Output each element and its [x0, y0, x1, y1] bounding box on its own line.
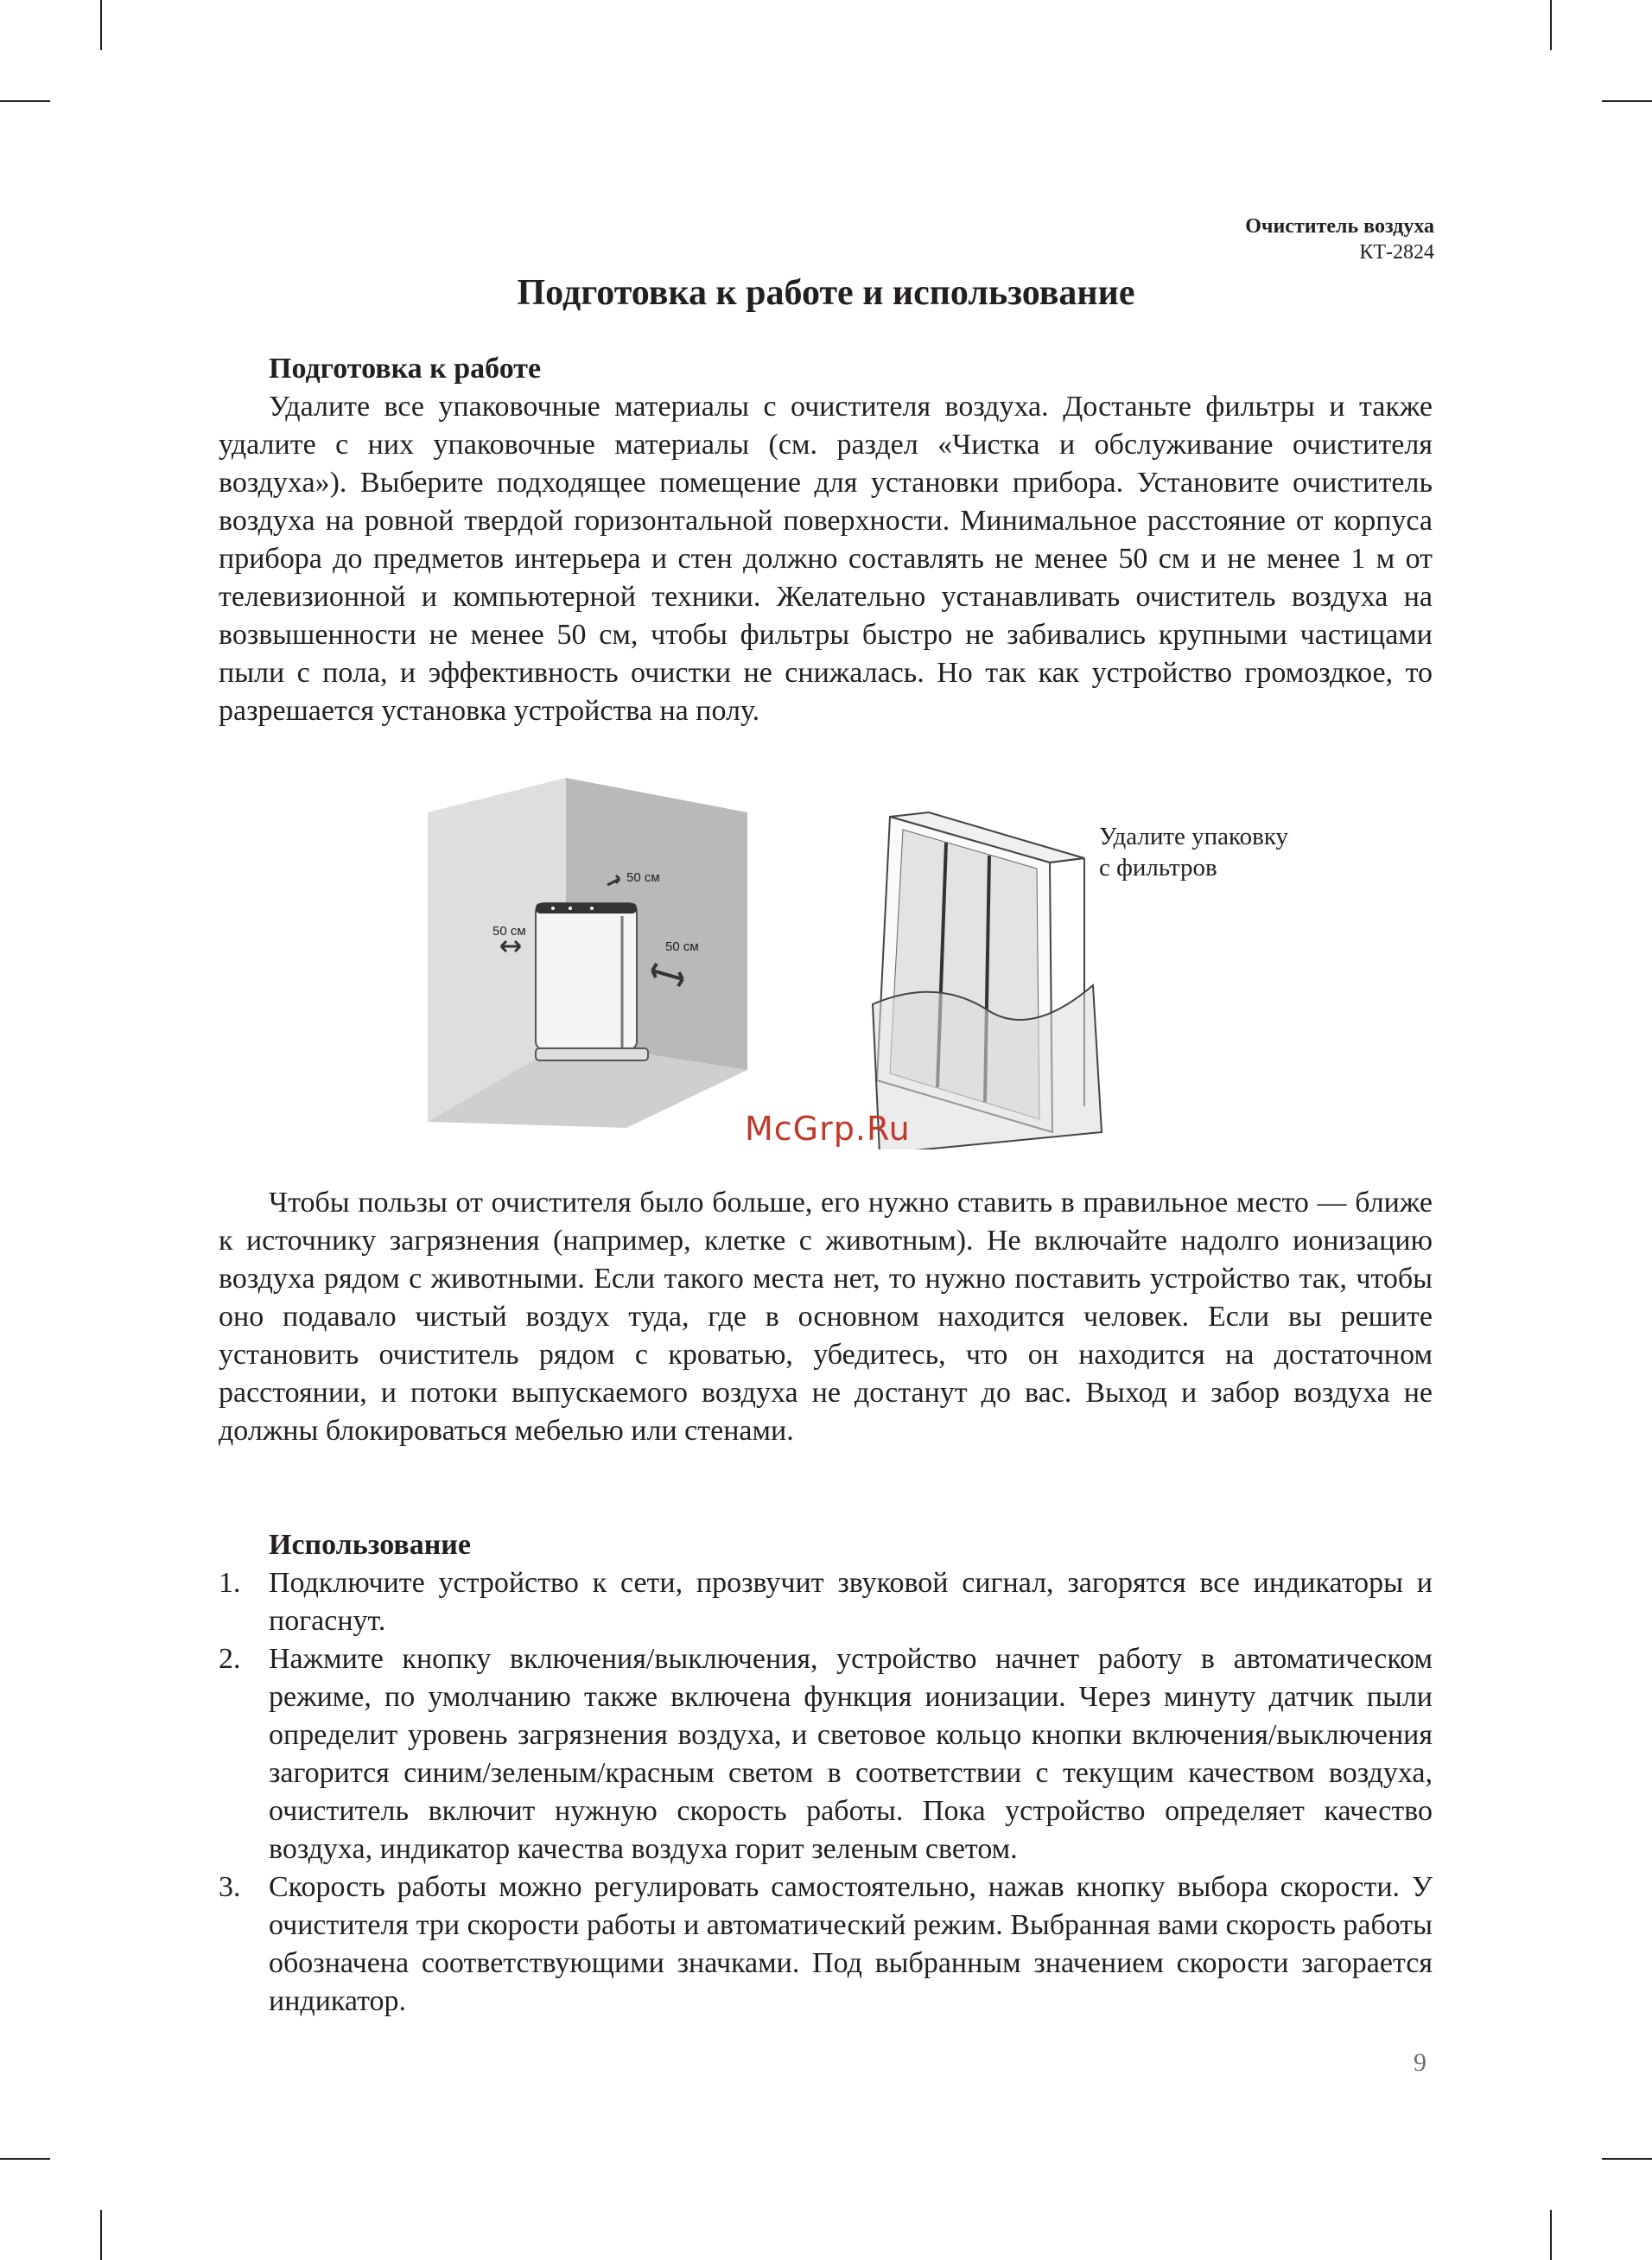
list-item-number: 1. [219, 1567, 241, 1599]
list-item-number: 3. [219, 1871, 241, 1903]
page-title: Подготовка к работе и использование [517, 273, 1135, 313]
distance-label-top: 50 см [626, 870, 660, 885]
usage-list [219, 1564, 1433, 2021]
running-header [1245, 213, 1434, 265]
usage-section [219, 1526, 1433, 2021]
filter-illustration [873, 812, 1102, 1149]
watermark: McGrp.Ru [745, 1110, 911, 1148]
figure-caption [1099, 821, 1288, 883]
list-item-text: Скорость работы можно регулировать самостоятельно, нажав кнопку выбора скорости. У очистителя три скорости работы и автоматический режим. Выбранная вами скорость работы обозначена соответствующими значками. Под выбранным значением скорости загорается индикатор. [269, 1871, 1433, 2017]
caption-line: с фильтров [1099, 854, 1217, 882]
header-product: Очиститель воздуха [1245, 215, 1434, 238]
preparation-paragraph: Удалите все упаковочные материалы с очистителя воздуха. Достаньте фильтры и также удалите с них упаковочные материалы (см. раздел «Чистка и обслуживание очистителя воздуха»). Выберите подходящее помещение для установки прибора. Установите очиститель воздуха на ровной твердой горизонтальной поверхности. Минимальное расстояние от корпуса прибора до предметов интерьера и стен должно составлять не менее 50 см и не менее 1 м от телевизионной и компьютерной техники. Желательно устанавливать очиститель воздуха на возвышенности не менее 50 см, чтобы фильтры быстро не забивались крупными частицами пыли с пола, и эффективность очистки не снижалась. Но так как устройство громоздкое, то разрешается установка устройства на полу. [219, 391, 1433, 727]
caption-line: Удалите упаковку [1099, 823, 1289, 850]
crop-mark [1602, 2158, 1652, 2160]
list-item-text: Подключите устройство к сети, прозвучит звуковой сигнал, загорятся все индикаторы и погаснут. [269, 1567, 1433, 1637]
usage-heading: Использование [269, 1529, 471, 1561]
list-item [219, 1564, 1433, 1640]
preparation-section [219, 350, 1433, 730]
header-model: КТ-2824 [1359, 241, 1434, 264]
crop-mark [100, 0, 102, 50]
placement-paragraph: Чтобы пользы от очистителя было больше, его нужно ставить в правильное место — ближе к источнику загрязнения (например, клетке с животным). Не включайте надолго ионизацию воздуха рядом с животными. Если такого места нет, то нужно поставить устройство так, чтобы оно подавало чистый воздух туда, где в основном находится человек. Если вы решите установить очиститель рядом с кроватью, убедитесь, что он находится на достаточном расстоянии, и потоки выпускаемого воздуха не достанут до вас. Выход и забор воздуха не должны блокироваться мебелью или стенами. [219, 1187, 1433, 1447]
crop-mark [1550, 2210, 1552, 2260]
distance-label-right: 50 см [665, 939, 699, 954]
crop-mark [100, 2210, 102, 2260]
list-item-number: 2. [219, 1643, 241, 1675]
crop-mark [0, 100, 50, 102]
list-item [219, 1640, 1433, 1868]
list-item [219, 1868, 1433, 2021]
preparation-heading: Подготовка к работе [269, 353, 542, 385]
room-corner-illustration [428, 778, 747, 1128]
page-number: 9 [1414, 2048, 1426, 2077]
placement-section [219, 1184, 1433, 1450]
crop-mark [0, 2158, 50, 2160]
crop-mark [1602, 100, 1652, 102]
distance-label-left: 50 см [492, 924, 526, 939]
list-item-text: Нажмите кнопку включения/выключения, устройство начнет работу в автоматическом режиме, по умолчанию также включена функция ионизации. Через минуту датчик пыли определит уровень загрязнения воздуха, и световое кольцо кнопки включения/выключения загорится синим/зеленым/красным светом в соответствии с текущим качеством воздуха, очиститель включит нужную скорость работы. Пока устройство определяет качество воздуха, индикатор качества воздуха горит зеленым светом. [269, 1643, 1433, 1865]
crop-mark [1550, 0, 1552, 50]
